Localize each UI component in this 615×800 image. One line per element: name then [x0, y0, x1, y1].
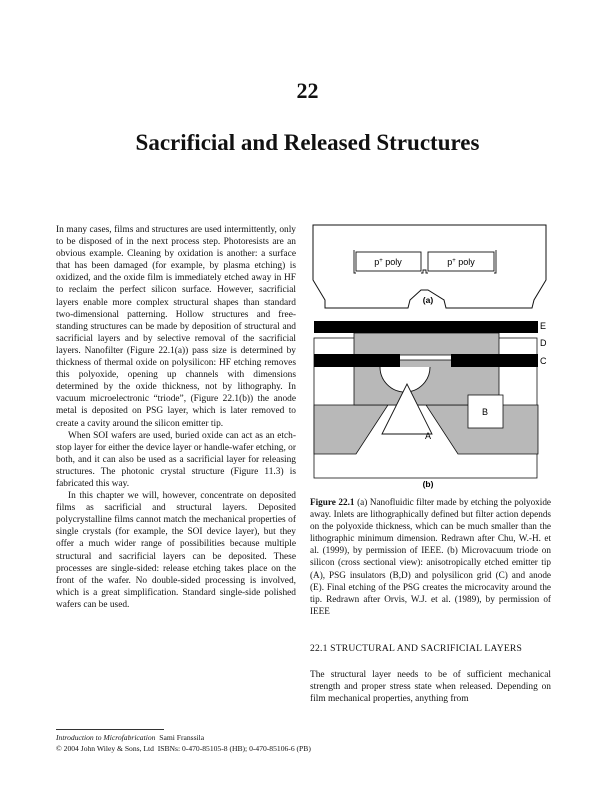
footer-copyright-line [56, 744, 556, 755]
label-d: D [540, 338, 547, 348]
footer [56, 733, 556, 754]
panel-label-b: (b) [422, 479, 434, 489]
label-a: A [424, 431, 432, 441]
figure-diagram [308, 220, 553, 490]
grid-c-right [451, 354, 538, 367]
isbn: ISBNs: 0-470-85105-8 (HB); 0-470-85106-6 (PB) [157, 743, 311, 753]
author: Sami Franssila [159, 733, 205, 742]
caption-label: Figure 22.1 [310, 497, 355, 507]
label-b: B [481, 407, 489, 417]
poly-label-left: p+ poly [374, 257, 402, 267]
chapter-title: Sacrificial and Released Structures [135, 130, 480, 155]
footer-book-line [56, 733, 556, 744]
paragraph: In many cases, films and structures are used intermittently, only to be disposed of in the next process step. Photoresists are an obvious example. Cleaning by oxidation is another: a surface that has been damaged (for example, by plasma etching) is oxidized, and the oxide film is immediately etched away in HF to reclaim the perfect silicon surface. However, sacrificial layers enable more complex structural shapes than standard two-dimensional patterning. Hollow structures and free-standing structures can be made by deposition of structural and sacrificial layers and by selective removal of the sacrificial layers. Nanofilter (Figure 22.1(a)) pass size is determined by thickness of thermal oxide on polysilicon: HF etching removes this polyoxide, opening up channels with dimensions determined by the oxide thickness, not by lithography. In vacuum microelectronic “triode”, (Figure 22.1(b)) the anode metal is deposited on PSG layer, which is later removed to create a cavity around the silicon emitter tip. [56, 225, 296, 429]
label-c: C [540, 356, 547, 366]
poly-label-right: p+ poly [447, 257, 475, 267]
panel-label-a: (a) [422, 295, 434, 305]
paragraph: In this chapter we will, however, concentrate on deposited films as sacrificial and structural layers. Deposited polycrystalline films cannot match the mechanical properties of single crystals (for example, the SOI device layer), but they offer a much wider range of possibilities because multiple structural and sacrificial layers can be deposited. These processes are single-sided: release etching takes place on the front of the wafer. No double-sided processing is involved, which is a great simplification. Standard single-side polished wafers can be used. [56, 491, 296, 610]
paragraph: When SOI wafers are used, buried oxide can act as an etch-stop layer for either the device layer or handle-wafer etching, or both, and it can also be used as a sacrificial layer for releasing structures. The photonic crystal structure (Figure 11.3) is fabricated this way. [56, 430, 296, 489]
section-heading: 22.1 STRUCTURAL AND SACRIFICIAL LAYERS [310, 643, 523, 654]
copyright: © 2004 John Wiley & Sons, Ltd [56, 743, 154, 753]
figure-22-1 [308, 220, 553, 490]
footer-rule [56, 729, 164, 730]
anode-e [314, 321, 538, 333]
psg-insulator-d [354, 333, 499, 355]
caption-text: (a) Nanofluidic filter made by etching the polyoxide away. Inlets are lithographically defined but filter action depends on the polyoxide thickness, which can be much smaller than the lithographic minimum dimension. Redrawn after Chu, W.-H. et al. (1999), by permission of IEEE. (b) Microvacuum triode on silicon (cross sectional view): anisotropically etched emitter tip (A), PSG insulators (B,D) and polysilicon grid (C) and anode (E). Final etching of the PSG creates the microcavity around the tip. Redrawn after Orvis, W.J. et al. (1989), by permission of IEEE [310, 497, 552, 616]
grid-c-left [314, 354, 400, 367]
figure-caption [310, 496, 551, 617]
chapter-number: 22 [296, 78, 319, 103]
label-e: E [540, 321, 547, 331]
book-title: Introduction to Microfabrication [56, 733, 156, 742]
left-column [56, 224, 296, 611]
section-body: The structural layer needs to be of sufficient mechanical strength and proper stress state when released. Depending on film mechanical properties, anything from [310, 670, 551, 705]
